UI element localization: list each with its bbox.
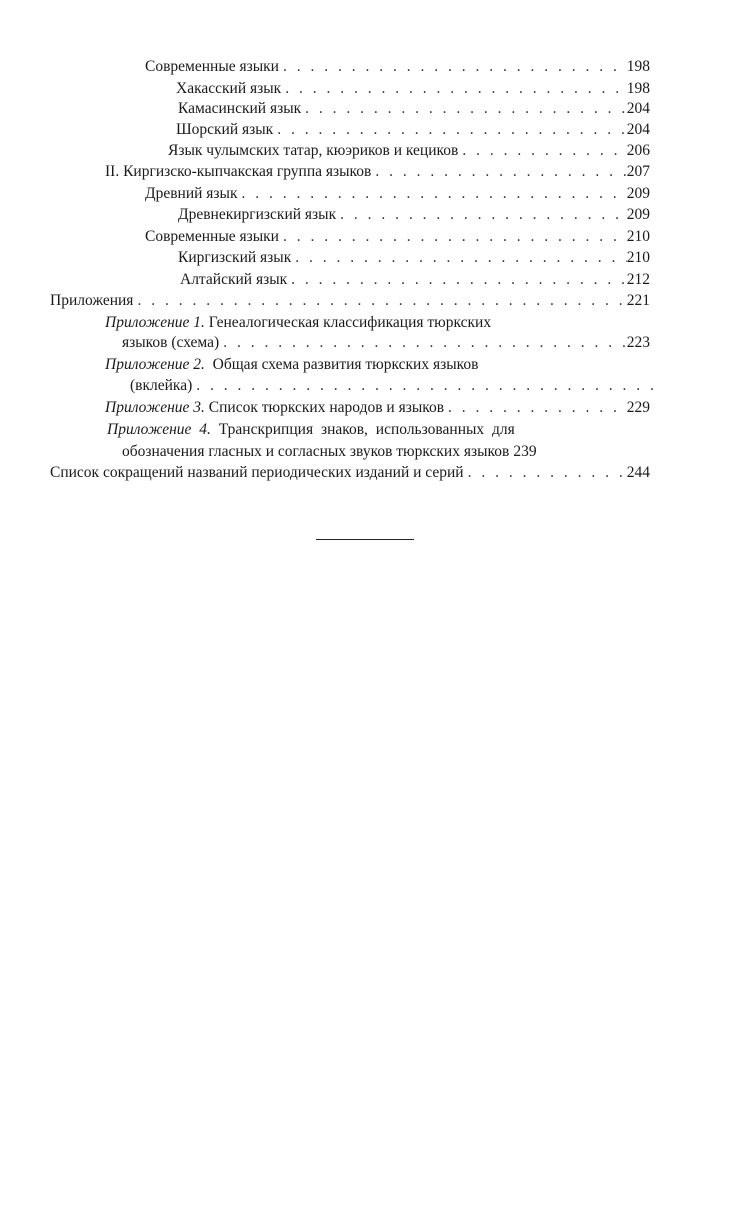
appendix-label: Приложение 1.	[105, 314, 205, 331]
page-number: 207	[626, 163, 650, 180]
page-number: 244	[626, 464, 650, 481]
appendix-entry-cont	[122, 333, 650, 353]
page-number: 210	[626, 249, 650, 266]
page-number: 221	[626, 292, 650, 309]
toc-entry	[176, 120, 650, 140]
dot-leader	[444, 398, 627, 418]
page-number: 229	[626, 399, 650, 416]
appendix-entry-cont	[130, 376, 657, 396]
entry-title: Камасинский язык	[178, 100, 302, 117]
entry-title: Список тюркских народов и языков	[208, 399, 445, 416]
dot-leader	[279, 227, 627, 247]
toc-entry	[176, 79, 650, 99]
appendix-entry-cont	[122, 442, 650, 462]
entry-title: Древний язык	[145, 185, 238, 202]
dot-leader	[192, 376, 657, 396]
entry-title: Киргизский язык	[178, 249, 292, 266]
entry-title: Приложения	[50, 292, 134, 309]
entry-title: Транскрипция знаков, использованных для	[218, 421, 515, 438]
entry-title: обозначения гласных и согласных звуков тюркских языков	[122, 443, 510, 460]
dot-leader	[279, 57, 627, 77]
entry-title: Язык чулымских татар, кюэриков и кециков	[168, 142, 459, 159]
dot-leader	[371, 162, 626, 182]
end-rule-divider	[316, 539, 414, 540]
appendix-entry	[105, 355, 478, 375]
entry-title: языков (схема)	[122, 334, 220, 351]
dot-leader	[301, 99, 627, 119]
toc-entry	[145, 184, 650, 204]
appendix-label: Приложение 3.	[105, 399, 205, 416]
toc-entry	[178, 99, 650, 119]
dot-leader	[336, 205, 627, 225]
toc-entry	[145, 57, 650, 77]
dot-leader	[464, 463, 627, 483]
toc-entry	[105, 162, 650, 182]
dot-leader	[458, 141, 626, 161]
page-number: 210	[626, 228, 650, 245]
toc-entry	[145, 227, 650, 247]
entry-title: Хакасский язык	[176, 80, 282, 97]
page-number: 212	[626, 271, 650, 288]
dot-leader	[273, 120, 627, 140]
dot-leader	[291, 248, 627, 268]
toc-entry	[180, 270, 650, 290]
entry-title: (вклейка)	[130, 377, 193, 394]
entry-title: Современные языки	[145, 228, 279, 245]
page-number: 239	[513, 443, 537, 460]
dot-leader	[133, 291, 626, 311]
page-number: 198	[626, 58, 650, 75]
toc-entry	[50, 463, 650, 483]
page-number: 223	[626, 334, 650, 351]
dot-leader	[287, 270, 627, 290]
page-number: 209	[626, 206, 650, 223]
appendix-label: Приложение 2.	[105, 356, 205, 373]
appendix-label: Приложение 4.	[107, 421, 211, 438]
toc-entry	[50, 291, 650, 311]
page-number: 198	[626, 80, 650, 97]
appendix-entry	[105, 398, 650, 418]
entry-title: Генеалогическая классификация тюркских	[208, 314, 492, 331]
toc-entry	[178, 248, 650, 268]
page-number: 206	[626, 142, 650, 159]
toc-entry	[168, 141, 650, 161]
page-number: 204	[626, 100, 650, 117]
dot-leader	[219, 333, 627, 353]
appendix-entry	[105, 313, 491, 333]
dot-leader	[237, 184, 626, 204]
entry-title: Общая схема развития тюркских языков	[212, 356, 479, 373]
entry-title: Список сокращений названий периодических изданий и серий	[50, 464, 464, 481]
toc-entry	[178, 205, 650, 225]
dot-leader	[281, 79, 627, 99]
entry-title: Шорский язык	[176, 121, 274, 138]
page-number: 204	[626, 121, 650, 138]
page-number: 209	[626, 185, 650, 202]
entry-title: Древнекиргизский язык	[178, 206, 337, 223]
entry-title: Современные языки	[145, 58, 279, 75]
entry-title: II. Киргизско-кыпчакская группа языков	[105, 163, 372, 180]
entry-title: Алтайский язык	[180, 271, 288, 288]
appendix-entry	[107, 420, 515, 440]
